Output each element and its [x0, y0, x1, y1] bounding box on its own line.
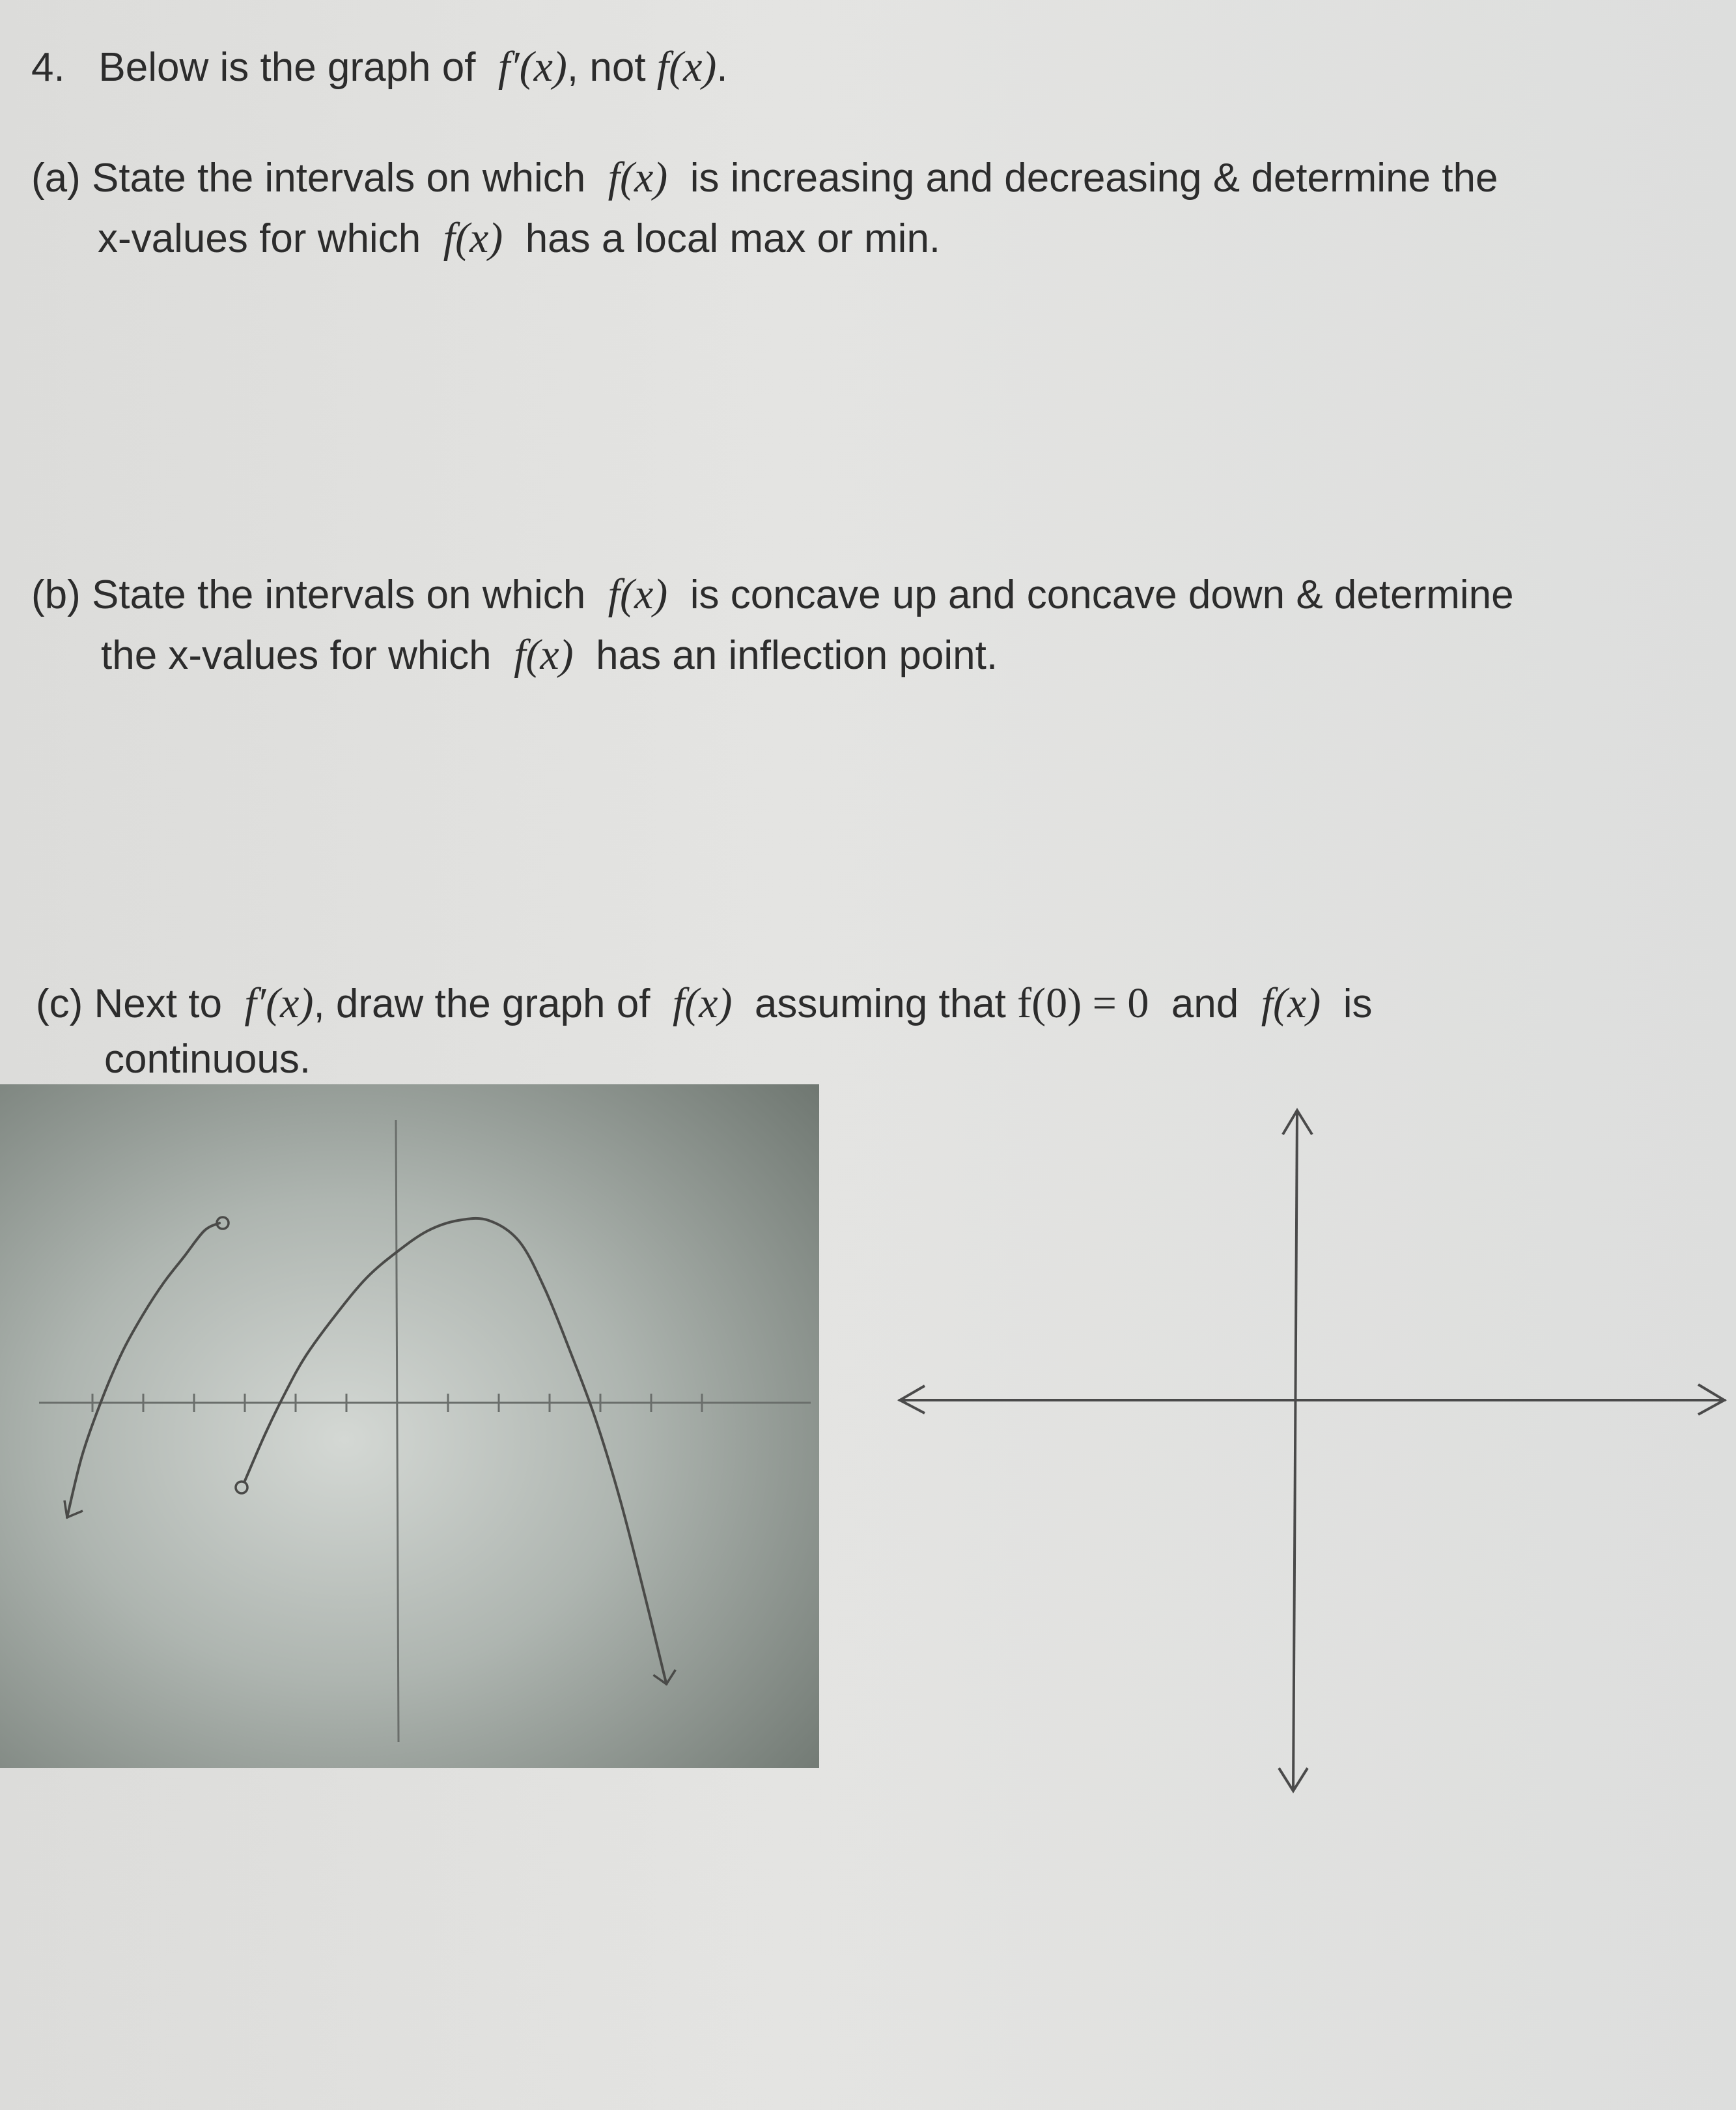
- question-number: 4.: [31, 45, 65, 90]
- part-b-label: (b): [31, 572, 81, 617]
- part-c-line1: (c) Next to f′(x), draw the graph of f(x) assuming that f(0) = 0 and f(x) is: [36, 979, 1373, 1027]
- part-b-line1: (b) State the intervals on which f(x) is concave up and concave down & determine: [31, 570, 1514, 618]
- fprime-graph: [0, 1084, 819, 1768]
- part-a-label: (a): [31, 156, 81, 201]
- f-symbol: f(x): [656, 43, 717, 91]
- part-c-label: (c): [36, 981, 83, 1026]
- initial-condition: f(0) = 0: [1017, 979, 1149, 1027]
- graph-photo-background: [0, 1084, 819, 1768]
- part-b-line2: the x-values for which f(x) has an inflection point.: [101, 631, 998, 679]
- question-header: 4. Below is the graph of f′(x), not f(x).: [31, 43, 728, 91]
- part-a-line2: x-values for which f(x) has a local max or min.: [98, 214, 941, 262]
- blank-y-axis: [1293, 1110, 1297, 1791]
- question-intro: Below is the graph of: [98, 45, 476, 90]
- fprime-symbol: f′(x): [497, 43, 567, 91]
- part-a-line1: (a) State the intervals on which f(x) is increasing and decreasing & determine the: [31, 154, 1498, 201]
- blank-axes-for-f: [886, 1094, 1736, 2110]
- part-c-line2: continuous.: [104, 1037, 311, 1082]
